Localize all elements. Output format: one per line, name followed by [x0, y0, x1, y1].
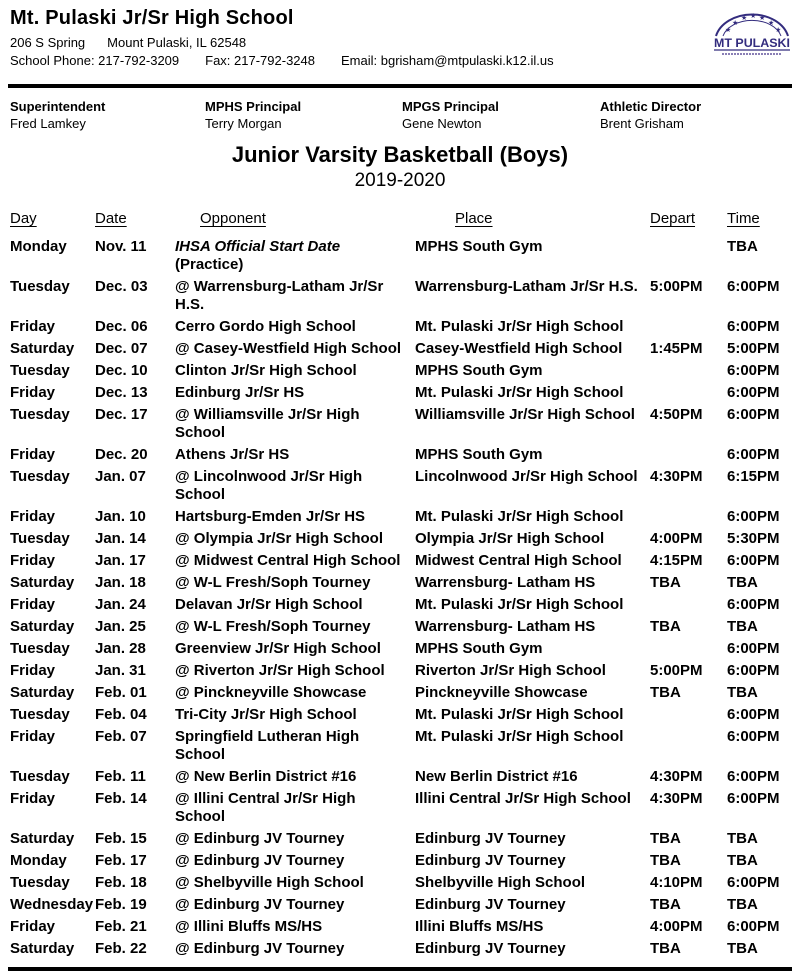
cell-time: 6:00PM — [727, 317, 780, 335]
cell-place: Mt. Pulaski Jr/Sr High School — [415, 595, 624, 613]
cell-place: Olympia Jr/Sr High School — [415, 529, 605, 547]
table-row — [10, 406, 792, 442]
cell-day: Tuesday — [10, 529, 70, 547]
cell-date: Feb. 04 — [95, 705, 147, 723]
school-fax: Fax: 217-792-3248 — [205, 52, 315, 68]
staff-name: Brent Grisham — [600, 115, 684, 131]
table-row — [10, 384, 792, 402]
cell-opponent — [175, 278, 415, 314]
cell-day: Tuesday — [10, 405, 70, 423]
cell-time: 5:30PM — [727, 529, 780, 547]
cell-place: Edinburg JV Tourney — [415, 851, 566, 869]
opponent-name: @ New Berlin District #16 — [175, 767, 357, 785]
cell-place: Riverton Jr/Sr High School — [415, 661, 606, 679]
opponent-name: @ Edinburg JV Tourney — [175, 895, 345, 913]
cell-day: Saturday — [10, 573, 75, 591]
cell-depart: 4:10PM — [650, 873, 703, 891]
cell-opponent — [175, 940, 415, 958]
cell-depart: TBA — [650, 829, 681, 847]
schedule-header-row — [10, 210, 792, 227]
opponent-name: IHSA Official Start Date — [175, 237, 341, 255]
cell-opponent — [175, 384, 415, 402]
table-row — [10, 918, 792, 936]
opponent-name: @ Shelbyville High School — [175, 873, 364, 891]
table-row — [10, 940, 792, 958]
cell-depart: 4:30PM — [650, 767, 703, 785]
table-row — [10, 768, 792, 786]
cell-time: 6:00PM — [727, 595, 780, 613]
cell-depart: TBA — [650, 939, 681, 957]
cell-opponent — [175, 596, 415, 614]
cell-day: Tuesday — [10, 705, 70, 723]
table-row — [10, 530, 792, 548]
svg-text:★: ★ — [775, 26, 782, 34]
opponent-name: Edinburg Jr/Sr HS — [175, 383, 305, 401]
table-row — [10, 896, 792, 914]
cell-time: TBA — [727, 939, 758, 957]
cell-time: TBA — [727, 829, 758, 847]
column-header-day: Day — [10, 209, 37, 227]
cell-date: Feb. 14 — [95, 789, 147, 807]
cell-date: Dec. 20 — [95, 445, 148, 463]
cell-place: MPHS South Gym — [415, 361, 543, 379]
cell-time: TBA — [727, 617, 758, 635]
cell-opponent — [175, 706, 415, 724]
cell-place: Illini Bluffs MS/HS — [415, 917, 544, 935]
cell-time: 6:00PM — [727, 661, 780, 679]
opponent-note: (Practice) — [175, 255, 244, 273]
opponent-name: Tri-City Jr/Sr High School — [175, 705, 357, 723]
cell-time: 6:15PM — [727, 467, 780, 485]
opponent-name: Hartsburg-Emden Jr/Sr HS — [175, 507, 366, 525]
cell-opponent — [175, 852, 415, 870]
cell-day: Friday — [10, 317, 56, 335]
cell-opponent — [175, 340, 415, 358]
cell-time: 6:00PM — [727, 507, 780, 525]
staff-title: Superintendent — [10, 98, 106, 114]
cell-day: Saturday — [10, 683, 75, 701]
cell-place: Midwest Central High School — [415, 551, 622, 569]
cell-depart: 4:00PM — [650, 917, 703, 935]
cell-opponent — [175, 618, 415, 636]
star-icons — [725, 12, 781, 34]
table-row — [10, 662, 792, 680]
cell-depart: TBA — [650, 617, 681, 635]
table-row — [10, 574, 792, 592]
cell-date: Feb. 07 — [95, 727, 147, 745]
cell-place: MPHS South Gym — [415, 445, 543, 463]
cell-date: Dec. 10 — [95, 361, 148, 379]
cell-depart: TBA — [650, 683, 681, 701]
cell-time: 5:00PM — [727, 339, 780, 357]
cell-place: Warrensburg- Latham HS — [415, 573, 596, 591]
cell-place: Illini Central Jr/Sr High School — [415, 789, 631, 807]
cell-day: Monday — [10, 237, 67, 255]
cell-date: Dec. 13 — [95, 383, 148, 401]
column-header-place: Place — [455, 209, 493, 227]
table-row — [10, 830, 792, 848]
opponent-name: Clinton Jr/Sr High School — [175, 361, 357, 379]
cell-depart: 4:15PM — [650, 551, 703, 569]
cell-opponent — [175, 468, 415, 504]
cell-place: Mt. Pulaski Jr/Sr High School — [415, 507, 624, 525]
cell-day: Friday — [10, 917, 56, 935]
cell-place: Warrensburg- Latham HS — [415, 617, 596, 635]
address-street: 206 S Spring — [10, 35, 86, 50]
opponent-name: @ Edinburg JV Tourney — [175, 829, 345, 847]
cell-day: Friday — [10, 383, 56, 401]
cell-place: Mt. Pulaski Jr/Sr High School — [415, 317, 624, 335]
letterhead — [8, 6, 792, 69]
cell-time: 6:00PM — [727, 405, 780, 423]
address-line — [10, 36, 792, 51]
cell-date: Dec. 03 — [95, 277, 148, 295]
cell-time: TBA — [727, 851, 758, 869]
cell-date: Jan. 07 — [95, 467, 146, 485]
cell-day: Friday — [10, 445, 56, 463]
cell-date: Dec. 06 — [95, 317, 148, 335]
school-email: Email: bgrisham@mtpulaski.k12.il.us — [341, 52, 554, 68]
cell-date: Feb. 21 — [95, 917, 147, 935]
cell-depart: TBA — [650, 895, 681, 913]
cell-day: Saturday — [10, 939, 75, 957]
column-header-time: Time — [727, 209, 760, 227]
cell-opponent — [175, 508, 415, 526]
cell-place: Shelbyville High School — [415, 873, 586, 891]
cell-date: Nov. 11 — [95, 237, 147, 255]
cell-place: Warrensburg-Latham Jr/Sr H.S. — [415, 277, 638, 295]
cell-opponent — [175, 790, 415, 826]
svg-text:★: ★ — [732, 19, 739, 27]
cell-depart: 1:45PM — [650, 339, 703, 357]
cell-time: 6:00PM — [727, 383, 780, 401]
cell-place: MPHS South Gym — [415, 639, 543, 657]
table-row — [10, 318, 792, 336]
cell-place: Mt. Pulaski Jr/Sr High School — [415, 705, 624, 723]
staff-superintendent — [10, 99, 205, 133]
logo-text: MT PULASKI — [714, 36, 790, 50]
cell-date: Feb. 11 — [95, 767, 146, 785]
cell-time: 6:00PM — [727, 277, 780, 295]
cell-time: 6:00PM — [727, 705, 780, 723]
table-row — [10, 640, 792, 658]
school-logo — [709, 3, 795, 61]
cell-place: Mt. Pulaski Jr/Sr High School — [415, 727, 624, 745]
cell-time: TBA — [727, 237, 758, 255]
cell-opponent — [175, 728, 415, 764]
table-row — [10, 728, 792, 764]
opponent-name: @ W-L Fresh/Soph Tourney — [175, 617, 371, 635]
cell-opponent — [175, 684, 415, 702]
opponent-name: @ Warrensburg-Latham Jr/Sr H.S. — [175, 277, 384, 313]
cell-time: TBA — [727, 683, 758, 701]
opponent-name: @ W-L Fresh/Soph Tourney — [175, 573, 371, 591]
table-row — [10, 596, 792, 614]
cell-opponent — [175, 830, 415, 848]
svg-text:★: ★ — [741, 14, 748, 22]
table-row — [10, 238, 792, 274]
schedule-table — [8, 210, 792, 958]
staff-row — [8, 99, 792, 133]
staff-name: Gene Newton — [402, 115, 482, 131]
cell-day: Friday — [10, 789, 56, 807]
cell-day: Wednesday — [10, 895, 94, 913]
table-row — [10, 446, 792, 464]
cell-day: Tuesday — [10, 361, 70, 379]
cell-day: Monday — [10, 851, 67, 869]
cell-date: Feb. 15 — [95, 829, 147, 847]
staff-title: MPGS Principal — [402, 98, 499, 114]
cell-day: Tuesday — [10, 639, 70, 657]
cell-time: 6:00PM — [727, 361, 780, 379]
cell-time: 6:00PM — [727, 639, 780, 657]
cell-time: 6:00PM — [727, 917, 780, 935]
cell-depart: 4:30PM — [650, 467, 703, 485]
cell-date: Jan. 18 — [95, 573, 146, 591]
cell-date: Jan. 25 — [95, 617, 146, 635]
cell-date: Feb. 19 — [95, 895, 147, 913]
table-row — [10, 468, 792, 504]
cell-depart: 4:00PM — [650, 529, 703, 547]
cell-date: Feb. 22 — [95, 939, 147, 957]
cell-opponent — [175, 552, 415, 570]
table-row — [10, 706, 792, 724]
staff-mpgs-principal — [402, 99, 600, 133]
column-header-opponent: Opponent — [200, 209, 266, 227]
cell-date: Jan. 24 — [95, 595, 146, 613]
school-phone: School Phone: 217-792-3209 — [10, 52, 180, 68]
cell-date: Feb. 17 — [95, 851, 147, 869]
column-header-date: Date — [95, 209, 127, 227]
cell-day: Friday — [10, 507, 56, 525]
cell-day: Tuesday — [10, 873, 70, 891]
cell-place: Lincolnwood Jr/Sr High School — [415, 467, 638, 485]
cell-opponent — [175, 362, 415, 380]
opponent-name: @ Olympia Jr/Sr High School — [175, 529, 384, 547]
staff-name: Terry Morgan — [205, 115, 282, 131]
opponent-name: @ Casey-Westfield High School — [175, 339, 402, 357]
cell-place: Mt. Pulaski Jr/Sr High School — [415, 383, 624, 401]
cell-depart: TBA — [650, 573, 681, 591]
table-row — [10, 278, 792, 314]
staff-title: Athletic Director — [600, 98, 702, 114]
opponent-name: @ Pinckneyville Showcase — [175, 683, 367, 701]
cell-opponent — [175, 874, 415, 892]
table-row — [10, 508, 792, 526]
table-row — [10, 618, 792, 636]
cell-opponent — [175, 896, 415, 914]
address-city: Mount Pulaski, IL 62548 — [107, 35, 247, 50]
staff-mphs-principal — [205, 99, 402, 133]
cell-opponent — [175, 446, 415, 464]
cell-day: Tuesday — [10, 467, 70, 485]
svg-text:★: ★ — [759, 14, 766, 22]
cell-opponent — [175, 574, 415, 592]
staff-name: Fred Lamkey — [10, 115, 86, 131]
cell-time: 6:00PM — [727, 727, 780, 745]
svg-text:★: ★ — [725, 26, 732, 34]
svg-text:★: ★ — [750, 12, 757, 20]
cell-date: Jan. 31 — [95, 661, 146, 679]
table-row — [10, 552, 792, 570]
cell-place: Williamsville Jr/Sr High School — [415, 405, 635, 423]
cell-place: Casey-Westfield High School — [415, 339, 623, 357]
cell-time: 6:00PM — [727, 551, 780, 569]
table-row — [10, 340, 792, 358]
opponent-name: @ Illini Bluffs MS/HS — [175, 917, 323, 935]
cell-opponent — [175, 918, 415, 936]
svg-text:★: ★ — [768, 19, 775, 27]
opponent-name: Greenview Jr/Sr High School — [175, 639, 381, 657]
event-season: 2019-2020 — [354, 170, 446, 192]
staff-title: MPHS Principal — [205, 98, 302, 114]
cell-day: Friday — [10, 727, 56, 745]
cell-date: Dec. 07 — [95, 339, 148, 357]
cell-opponent — [175, 662, 415, 680]
table-row — [10, 362, 792, 380]
cell-day: Saturday — [10, 829, 75, 847]
opponent-name: @ Riverton Jr/Sr High School — [175, 661, 385, 679]
top-divider-rule — [8, 84, 792, 88]
cell-day: Tuesday — [10, 767, 70, 785]
cell-opponent — [175, 640, 415, 658]
opponent-name: Delavan Jr/Sr High School — [175, 595, 363, 613]
opponent-name: Springfield Lutheran High School — [175, 727, 360, 763]
cell-date: Feb. 18 — [95, 873, 147, 891]
cell-time: 6:00PM — [727, 873, 780, 891]
cell-place: Edinburg JV Tourney — [415, 829, 566, 847]
cell-place: New Berlin District #16 — [415, 767, 578, 785]
cell-depart: 4:30PM — [650, 789, 703, 807]
cell-opponent — [175, 530, 415, 548]
cell-opponent — [175, 238, 415, 274]
table-row — [10, 684, 792, 702]
cell-date: Jan. 10 — [95, 507, 146, 525]
cell-time: TBA — [727, 895, 758, 913]
cell-place: MPHS South Gym — [415, 237, 543, 255]
cell-depart: 4:50PM — [650, 405, 703, 423]
opponent-name: Cerro Gordo High School — [175, 317, 356, 335]
event-title: Junior Varsity Basketball (Boys) — [231, 141, 569, 167]
cell-day: Friday — [10, 551, 56, 569]
cell-opponent — [175, 318, 415, 336]
cell-date: Jan. 14 — [95, 529, 146, 547]
cell-time: 6:00PM — [727, 767, 780, 785]
opponent-name: @ Williamsville Jr/Sr High School — [175, 405, 360, 441]
cell-day: Friday — [10, 595, 56, 613]
cell-day: Saturday — [10, 339, 75, 357]
cell-date: Jan. 28 — [95, 639, 146, 657]
cell-opponent — [175, 768, 415, 786]
staff-athletic-director — [600, 99, 792, 133]
school-name: Mt. Pulaski Jr/Sr High School — [10, 7, 294, 29]
opponent-name: @ Illini Central Jr/Sr High School — [175, 789, 356, 825]
opponent-name: @ Midwest Central High School — [175, 551, 401, 569]
cell-date: Jan. 17 — [95, 551, 146, 569]
opponent-name: Athens Jr/Sr HS — [175, 445, 290, 463]
cell-depart: 5:00PM — [650, 661, 703, 679]
cell-time: 6:00PM — [727, 789, 780, 807]
column-header-depart: Depart — [650, 209, 696, 227]
cell-time: TBA — [727, 573, 758, 591]
cell-date: Feb. 01 — [95, 683, 147, 701]
table-row — [10, 790, 792, 826]
cell-day: Friday — [10, 661, 56, 679]
opponent-name: @ Lincolnwood Jr/Sr High School — [175, 467, 363, 503]
table-row — [10, 874, 792, 892]
opponent-name: @ Edinburg JV Tourney — [175, 939, 345, 957]
cell-place: Pinckneyville Showcase — [415, 683, 588, 701]
cell-place: Edinburg JV Tourney — [415, 939, 566, 957]
cell-place: Edinburg JV Tourney — [415, 895, 566, 913]
bottom-divider-rule — [8, 967, 792, 971]
table-row — [10, 852, 792, 870]
cell-day: Saturday — [10, 617, 75, 635]
schedule-body — [10, 238, 792, 958]
cell-time: 6:00PM — [727, 445, 780, 463]
opponent-name: @ Edinburg JV Tourney — [175, 851, 345, 869]
cell-day: Tuesday — [10, 277, 70, 295]
school-crest-icon — [709, 3, 795, 61]
cell-date: Dec. 17 — [95, 405, 148, 423]
cell-depart: TBA — [650, 851, 681, 869]
cell-depart: 5:00PM — [650, 277, 703, 295]
contact-line — [10, 54, 792, 69]
cell-opponent — [175, 406, 415, 442]
